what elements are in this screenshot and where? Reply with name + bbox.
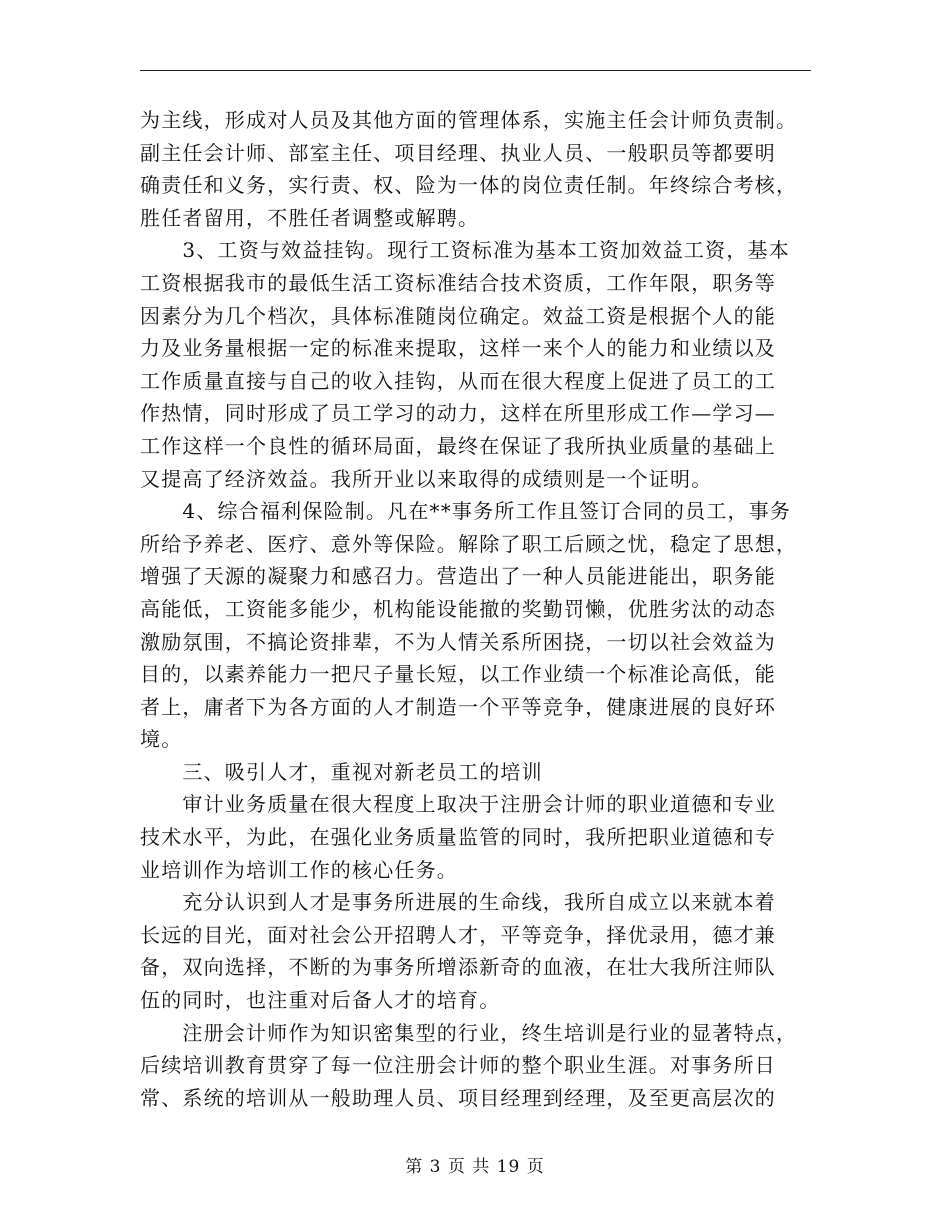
text-line: 作热情，同时形成了员工学习的动力，这样在所里形成工作—学习— bbox=[140, 401, 776, 426]
text-line: 常、系统的培训从一般助理人员、项目经理到经理，及至更高层次的 bbox=[140, 1085, 776, 1110]
text-line: 高能低，工资能多能少，机构能设能撤的奖勤罚懒，优胜劣汰的动态 bbox=[140, 596, 776, 621]
text-line: 工作这样一个良性的循环局面，最终在保证了我所执业质量的基础上 bbox=[140, 433, 776, 458]
text-line: 胜任者留用，不胜任者调整或解聘。 bbox=[140, 205, 480, 230]
text-line: 力及业务量根据一定的标准来提取，这样一来个人的能力和业绩以及 bbox=[140, 336, 776, 361]
text-line: 激励氛围，不搞论资排辈，不为人情关系所困挠，一切以社会效益为 bbox=[140, 629, 776, 654]
text-line: 者上，庸者下为各方面的人才制造一个平等竞争，健康进展的良好环 bbox=[140, 694, 776, 719]
header-rule bbox=[140, 70, 811, 71]
document-body bbox=[140, 104, 820, 1114]
section-heading: 三、吸引人才，重视对新老员工的培训 bbox=[140, 759, 543, 784]
text-line: 工资根据我市的最低生活工资标准结合技术资质，工作年限，职务等 bbox=[140, 270, 776, 295]
text-line: 技术水平，为此，在强化业务质量监管的同时，我所把职业道德和专 bbox=[140, 825, 776, 850]
text-line: 后续培训教育贯穿了每一位注册会计师的整个职业生涯。对事务所日 bbox=[140, 1053, 776, 1078]
text-line: 又提高了经济效益。我所开业以来取得的成绩则是一个证明。 bbox=[140, 466, 713, 491]
text-line: 目的，以素养能力一把尺子量长短，以工作业绩一个标准论高低，能 bbox=[140, 662, 776, 687]
text-line: 因素分为几个档次，具体标准随岗位确定。效益工资是根据个人的能 bbox=[140, 303, 776, 328]
text-line: 为主线，形成对人员及其他方面的管理体系，实施主任会计师负责制。 bbox=[140, 108, 798, 132]
text-line: 备，双向选择，不断的为事务所增添新奇的血液，在壮大我所注师队 bbox=[140, 955, 776, 980]
text-line: 注册会计师作为知识密集型的行业，终生培训是行业的显著特点， bbox=[140, 1020, 798, 1045]
text-line: 副主任会计师、部室主任、项目经理、执业人员、一般职员等都要明 bbox=[140, 140, 776, 165]
text-line: 业培训作为培训工作的核心任务。 bbox=[140, 857, 458, 882]
text-line: 伍的同时，也注重对后备人才的培育。 bbox=[140, 988, 501, 1013]
page-number-footer: 第 3 页 共 19 页 bbox=[405, 1157, 545, 1177]
text-line: 3、工资与效益挂钩。现行工资标准为基本工资加效益工资，基本 bbox=[140, 238, 790, 263]
text-line: 境。 bbox=[140, 727, 183, 752]
text-line: 增强了天源的凝聚力和感召力。营造出了一种人员能进能出，职务能 bbox=[140, 564, 776, 589]
text-line: 确责任和义务，实行责、权、险为一体的岗位责任制。年终综合考核， bbox=[140, 173, 798, 198]
text-line: 充分认识到人才是事务所进展的生命线，我所自成立以来就本着 bbox=[140, 890, 776, 915]
text-line: 所给予养老、医疗、意外等保险。解除了职工后顾之忧，稳定了思想， bbox=[140, 531, 798, 556]
text-line: 长远的目光，面对社会公开招聘人才，平等竞争，择优录用，德才兼 bbox=[140, 922, 776, 947]
text-line: 审计业务质量在很大程度上取决于注册会计师的职业道德和专业 bbox=[140, 792, 776, 817]
text-line: 工作质量直接与自己的收入挂钩，从而在很大程度上促进了员工的工 bbox=[140, 368, 776, 393]
text-line: 4、综合福利保险制。凡在**事务所工作且签订合同的员工，事务 bbox=[140, 499, 792, 524]
